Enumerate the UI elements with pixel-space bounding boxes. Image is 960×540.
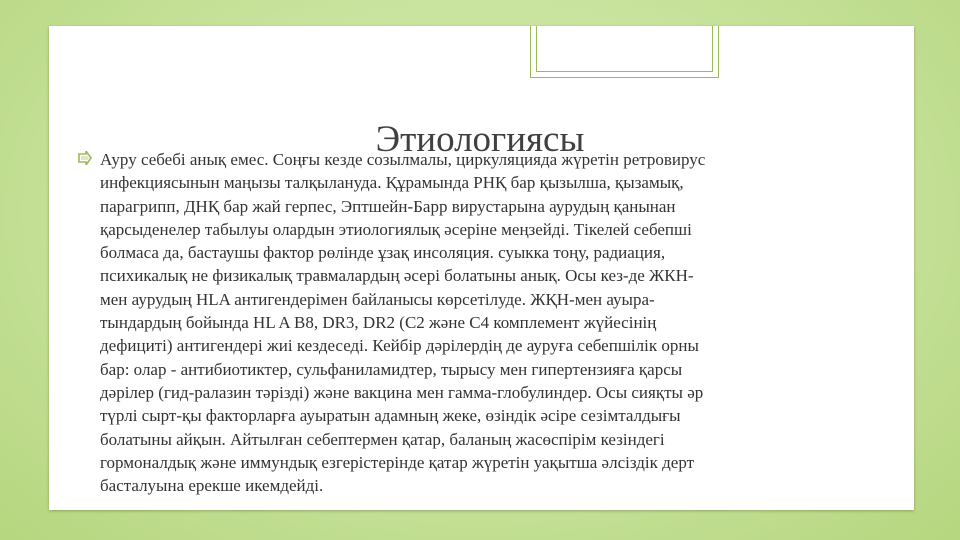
slide-title: Этиологиясы xyxy=(375,119,585,160)
slide-body-text: Ауру себебі анық емес. Соңғы кезде созылмалы, циркуляцияда жүретін ретровирус инфекциясынын маңызы талқылануда. Құрамында РНҚ бар қызылша, қызамық, парагрипп, ДНҚ бар жай герпес, Эптшейн-Барр вирустарына аурудың қанынан қарсыденелер табылуы олардын этиологиялық әсеріне меңзейді. Тікелей себепші болмаса да, бастаушы фактор рөлінде ұзақ инсоляция. суыкка тоңу, радиация, психикалық не физикалық травмалардың әсері болатыны анық. Осы кез-де ЖКН- мен аурудың HLA антигендерімен байланысы көрсетілуде. ЖҚН-мен ауыра- тындардың бойында HL A B8, DR3, DR2 (С2 және С4 комплемент жүйесінің дефициті) антигендері жиі кездеседі. Кейбір дәрілердің де ауруға себепшілік орны бар: олар - антибиотиктер, сульфаниламидтер, тырысу мен гипертензияға қарсы дәрілер (гид-ралазин тәрізді) және вакцина мен гамма-глобулиндер. Осы сияқты әр түрлі сырт-қы факторларға ауыратын адамның жеке, өзіндік әсіре сезімталдығы болатыны айқын. Айтылған себептермен қатар, баланың жасөспірім кезіндегі гормоналдық және иммундық езгерістерінде қатар жүретін уақытша әлсіздік дерт басталуына ерекше икемдейді. xyxy=(100,150,706,496)
hollow-arrow-bullet-icon xyxy=(78,151,92,165)
title-frame-inner xyxy=(536,26,713,72)
title-frame-decoration xyxy=(530,26,719,78)
